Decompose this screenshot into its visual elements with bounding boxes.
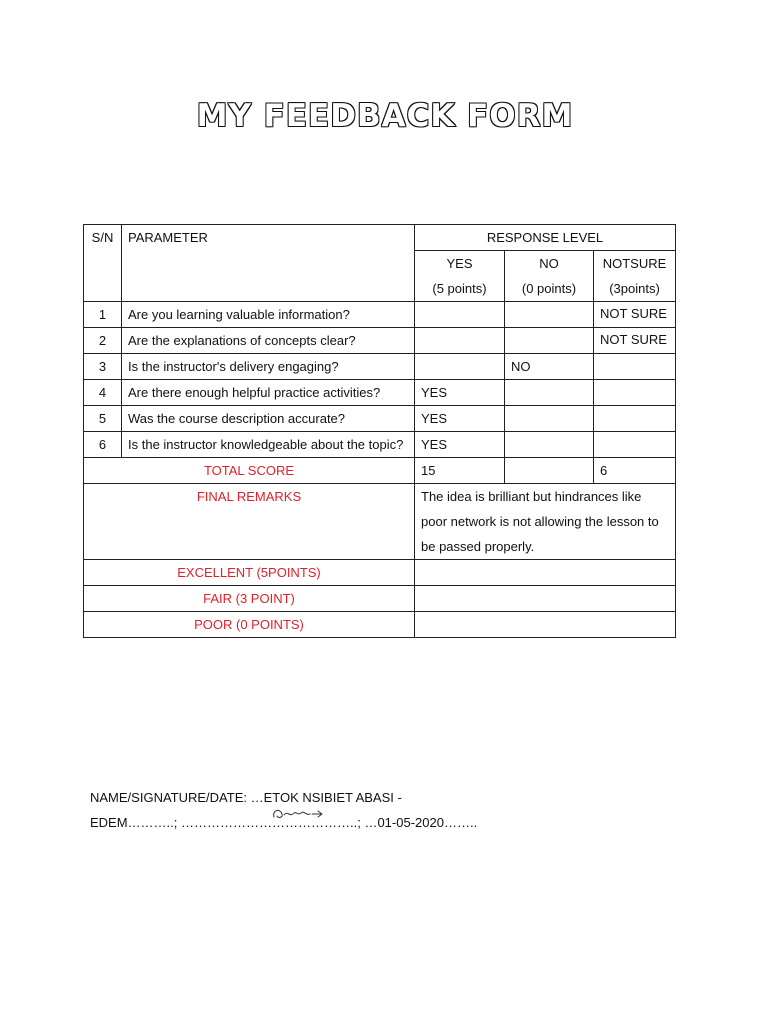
- row-no: [505, 302, 594, 328]
- no-points: (0 points): [521, 281, 577, 296]
- scale-row: [84, 612, 676, 638]
- table-row: [84, 354, 676, 380]
- row-no: [505, 380, 594, 406]
- row-question: Is the instructor knowledgeable about the topic?: [122, 432, 415, 458]
- header-row: [84, 225, 676, 251]
- parameter-header: PARAMETER: [122, 225, 415, 251]
- signature-line-2: EDEM………..; …………………………………..; …01-05-2020……..: [90, 815, 478, 830]
- row-notsure: [594, 432, 676, 458]
- no-label: NO: [539, 256, 559, 271]
- signature-line-1: NAME/SIGNATURE/DATE: …ETOK NSIBIET ABASI -: [90, 790, 402, 805]
- subheader-row: [84, 251, 676, 302]
- remarks-row: [84, 484, 676, 560]
- handwritten-signature-mark: [270, 806, 330, 822]
- row-sn: 3: [84, 354, 122, 380]
- final-remarks-label: FINAL REMARKS: [84, 484, 415, 560]
- response-level-header: RESPONSE LEVEL: [415, 225, 676, 251]
- row-yes: YES: [415, 406, 505, 432]
- scale-excellent: EXCELLENT (5POINTS): [84, 560, 415, 586]
- parameter-header-cont: [122, 251, 415, 302]
- row-yes: [415, 302, 505, 328]
- yes-label: YES: [446, 256, 473, 271]
- table-row: [84, 380, 676, 406]
- row-sn: 1: [84, 302, 122, 328]
- row-notsure: [594, 380, 676, 406]
- scale-fair: FAIR (3 POINT): [84, 586, 415, 612]
- row-no: [505, 432, 594, 458]
- scale-poor-value: [415, 612, 676, 638]
- scale-row: [84, 560, 676, 586]
- row-sn: 5: [84, 406, 122, 432]
- row-question: Was the course description accurate?: [122, 406, 415, 432]
- row-no: [505, 406, 594, 432]
- final-remarks-text: The idea is brilliant but hindrances like poor network is not allowing the lesson to be passed properly.: [415, 484, 676, 560]
- row-no: NO: [505, 354, 594, 380]
- no-header: [505, 251, 594, 302]
- yes-header: [415, 251, 505, 302]
- scale-excellent-value: [415, 560, 676, 586]
- row-yes: [415, 328, 505, 354]
- notsure-points: (3points): [609, 281, 660, 296]
- sn-header-cont: [84, 251, 122, 302]
- signature-block: [90, 785, 690, 835]
- row-question: Is the instructor's delivery engaging?: [122, 354, 415, 380]
- row-yes: YES: [415, 432, 505, 458]
- table-row: [84, 432, 676, 458]
- row-sn: 2: [84, 328, 122, 354]
- yes-points: (5 points): [432, 281, 487, 296]
- row-notsure: NOT SURE: [594, 302, 676, 328]
- table-row: [84, 302, 676, 328]
- total-no-score: [505, 458, 594, 484]
- row-sn: 4: [84, 380, 122, 406]
- total-yes-score: 15: [415, 458, 505, 484]
- total-notsure-score: 6: [594, 458, 676, 484]
- scale-poor: POOR (0 POINTS): [84, 612, 415, 638]
- form-title: MY FEEDBACK FORM: [196, 98, 574, 134]
- row-notsure: [594, 406, 676, 432]
- row-yes: YES: [415, 380, 505, 406]
- table-row: [84, 328, 676, 354]
- row-notsure: [594, 354, 676, 380]
- row-sn: 6: [84, 432, 122, 458]
- row-question: Are the explanations of concepts clear?: [122, 328, 415, 354]
- feedback-table: [83, 224, 676, 638]
- scale-row: [84, 586, 676, 612]
- sn-header: S/N: [84, 225, 122, 251]
- scale-fair-value: [415, 586, 676, 612]
- row-notsure: NOT SURE: [594, 328, 676, 354]
- row-question: Are you learning valuable information?: [122, 302, 415, 328]
- notsure-label: NOTSURE: [602, 256, 667, 271]
- notsure-header: [594, 251, 676, 302]
- total-score-label: TOTAL SCORE: [84, 458, 415, 484]
- row-no: [505, 328, 594, 354]
- total-row: [84, 458, 676, 484]
- row-question: Are there enough helpful practice activities?: [122, 380, 415, 406]
- row-yes: [415, 354, 505, 380]
- table-row: [84, 406, 676, 432]
